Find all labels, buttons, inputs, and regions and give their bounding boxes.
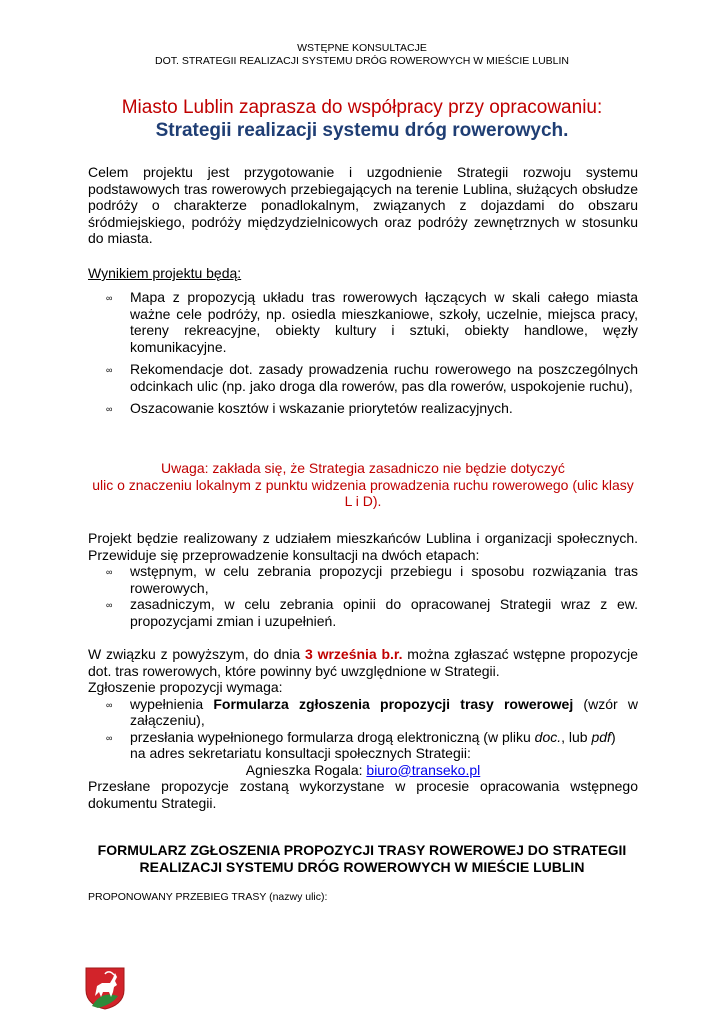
stage-1: wstępnym, w celu zebrania propozycji przebiegu i sposobu rozwiązania tras rowerowych, xyxy=(130,563,638,596)
pdf-format: pdf xyxy=(591,728,611,745)
form-title-line-2: REALIZACJI SYSTEMU DRÓG ROWEROWYCH W MIEŚCIE LUBLIN xyxy=(139,859,585,875)
stage-2: zasadniczym, w celu zebrania opinii do opracowanej Strategii wraz z ew. propozycjami zmian i uzupełnień. xyxy=(130,596,638,629)
result-item-2: Rekomendacje dot. zasady prowadzenia ruchu rowerowego na poszczególnych odcinkach ulic (np. jako droga dla rowerów, pas dla rowerów, uspokojenie ruchu), xyxy=(130,361,638,394)
closing-paragraph: Przesłane propozycje zostaną wykorzystane w procesie opracowania wstępnego dokumentu Strategii. xyxy=(88,778,638,811)
contact-email-link[interactable]: biuro@transeko.pl xyxy=(366,761,481,778)
infinity-bullet-icon: ∞ xyxy=(106,567,113,577)
result-item-3: Oszacowanie kosztów i wskazanie priorytetów realizacyjnych. xyxy=(130,400,513,416)
list-item xyxy=(88,361,638,394)
submission-paragraph xyxy=(88,646,638,679)
header-line-1: WSTĘPNE KONSULTACJE xyxy=(297,42,427,54)
note-box xyxy=(92,460,634,510)
requirement-2-mid: , lub xyxy=(561,728,592,745)
list-item xyxy=(88,400,638,417)
requirement-1-before: wypełnienia xyxy=(130,695,214,712)
list-item xyxy=(88,289,638,355)
deadline-date: 3 września b.r. xyxy=(305,646,403,662)
list-item xyxy=(88,729,638,762)
requirement-2-before: przesłania wypełnionego formularza drogą elektroniczną (w pliku xyxy=(130,728,535,745)
intro-paragraph: Celem projektu jest przygotowanie i uzgodnienie Strategii rozwoju systemu podstawowych tras rowerowych przebiegających na terenie Lublina, służących obsłudze podróży o charakterze ponadlokalnym, związanych z dojazdami do obszaru śródmiejskiego, podróży międzydzielnicowych oraz podróży zewnętrznych w stosunku do miasta. xyxy=(88,164,638,246)
requirements-heading: Zgłoszenie propozycji wymaga: xyxy=(88,679,283,695)
submission-section xyxy=(88,646,638,811)
requirement-1-after: (wzór w załączeniu), xyxy=(130,695,638,728)
infinity-bullet-icon: ∞ xyxy=(106,293,113,303)
contact-name: Agnieszka Rogala: xyxy=(245,761,367,778)
doc-format: doc. xyxy=(534,728,562,745)
list-item xyxy=(88,563,638,596)
infinity-bullet-icon: ∞ xyxy=(106,404,113,414)
form-title-line-1: FORMULARZ ZGŁOSZENIA PROPOZYCJI TRASY ROWEROWEJ DO STRATEGII xyxy=(97,842,627,858)
contact-line xyxy=(88,762,638,779)
header-line-2: DOT. STRATEGII REALIZACJI SYSTEMU DRÓG ROWEROWYCH W MIEŚCIE LUBLIN xyxy=(154,55,569,67)
list-item xyxy=(88,596,638,629)
requirement-2-line-2: na adres sekretariatu konsultacji społecznych Strategii: xyxy=(130,745,471,761)
invitation-title xyxy=(60,96,664,142)
route-label: PROPONOWANY PRZEBIEG TRASY (nazwy ulic): xyxy=(88,891,328,903)
note-line-1: Uwaga: zakłada się, że Strategia zasadniczo nie będzie dotyczyć xyxy=(161,460,565,476)
submission-after-date: można zgłaszać wstępne propozycje dot. tras rowerowych, które powinny być uwzględnione w Strategii. xyxy=(88,646,638,679)
form-title xyxy=(60,842,664,876)
form-name: Formularza zgłoszenia propozycji trasy rowerowej xyxy=(213,695,574,712)
results-list xyxy=(88,289,638,417)
results-heading: Wynikiem projektu będą: xyxy=(88,265,242,281)
submission-before-date: W związku z powyższym, do dnia xyxy=(88,646,305,662)
consultation-section xyxy=(88,530,638,629)
result-item-1: Mapa z propozycją układu tras rowerowych łączących w skali całego miasta ważne cele podróży, np. osiedla mieszkaniowe, szkoły, uczelnie, miejsca pracy, tereny rekreacyjne, obiekty kultury i sztuki, obiekty handlowe, węzły komunikacyjne. xyxy=(130,289,638,355)
infinity-bullet-icon: ∞ xyxy=(106,365,113,375)
infinity-bullet-icon: ∞ xyxy=(106,699,113,710)
title-line-2: Strategii realizacji systemu dróg rowerowych. xyxy=(155,120,569,141)
infinity-bullet-icon: ∞ xyxy=(106,732,113,743)
lublin-coat-of-arms-icon xyxy=(84,966,126,1010)
note-line-2: ulic o znaczeniu lokalnym z punktu widzenia prowadzenia ruchu rowerowego (ulic klasy L i D). xyxy=(92,476,634,509)
consultation-intro: Projekt będzie realizowany z udziałem mieszkańców Lublina i organizacji społecznych. Przewiduje się przeprowadzenie konsultacji na dwóch etapach: xyxy=(88,530,638,563)
document-header xyxy=(0,42,724,68)
requirement-2-after: ) xyxy=(610,728,616,745)
list-item xyxy=(88,696,638,729)
infinity-bullet-icon: ∞ xyxy=(106,600,113,610)
title-line-1: Miasto Lublin zaprasza do współpracy przy opracowaniu: xyxy=(121,97,603,118)
